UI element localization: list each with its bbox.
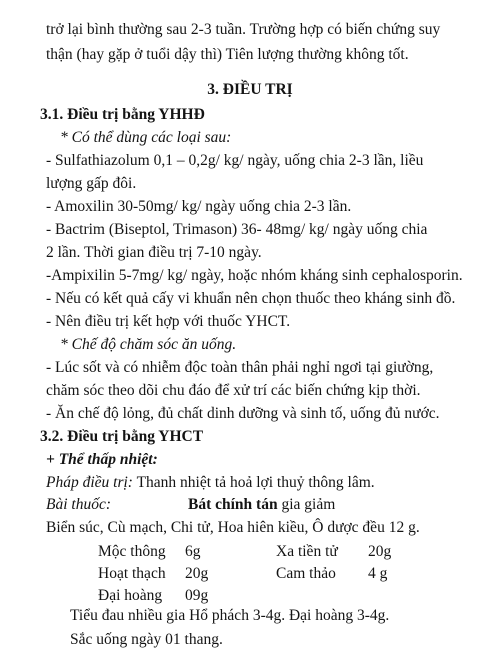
paragraph-line: - Amoxilin 30-50mg/ kg/ ngày uống chia 2-3 lần. (46, 198, 352, 215)
paragraph-line: chăm sóc theo dõi chu đáo để xử trí các biến chứng kịp thời. (46, 382, 421, 399)
paragraph-line: 2 lần. Thời gian điều trị 7-10 ngày. (46, 244, 262, 261)
subsection-heading: 3.1. Điều trị bằng YHHĐ (40, 106, 205, 123)
herb-name: Xa tiền tử (276, 543, 338, 560)
paragraph-line: - Nên điều trị kết hợp với thuốc YHCT. (46, 313, 291, 330)
note-line: * Có thể dùng các loại sau: (60, 129, 232, 146)
section-heading: 3. ĐIỀU TRỊ (207, 81, 293, 98)
herb-dose: 09g (185, 587, 209, 604)
herb-name: Đại hoàng (98, 587, 163, 604)
paragraph-line: - Bactrim (Biseptol, Trimason) 36- 48mg/ kg/ ngày uống chia (46, 221, 428, 238)
herb-dose: 6g (185, 543, 201, 560)
herb-dose: 20g (185, 565, 209, 582)
paragraph-line: - Ăn chế độ lỏng, đủ chất dinh dưỡng và sinh tố, uống đủ nước. (46, 405, 440, 422)
paragraph-line: Sắc uống ngày 01 thang. (70, 631, 223, 648)
prescription-name: Bát chính tán (188, 496, 278, 513)
note-line: * Chế độ chăm sóc ăn uống. (60, 336, 237, 353)
paragraph-line: Tiểu đau nhiều gia Hổ phách 3-4g. Đại hoàng 3-4g. (70, 607, 390, 624)
prescription-label: Bài thuốc: (46, 496, 111, 513)
herb-dose: 4 g (368, 565, 388, 582)
prescription-line (46, 497, 335, 513)
paragraph-line: - Sulfathiazolum 0,1 – 0,2g/ kg/ ngày, uống chia 2-3 lần, liều (46, 152, 424, 169)
paragraph-line: - Nếu có kết quả cấy vi khuẩn nên chọn thuốc theo kháng sinh đồ. (46, 290, 456, 307)
form-heading: + Thể thấp nhiệt: (46, 451, 158, 468)
prescription-suffix: gia giảm (277, 496, 336, 513)
paragraph-line: trở lại bình thường sau 2-3 tuần. Trường hợp có biến chứng suy (46, 21, 441, 38)
paragraph-line: -Ampixilin 5-7mg/ kg/ ngày, hoặc nhóm kháng sinh cephalosporin. (46, 267, 463, 284)
herb-list-line: Biển súc, Cù mạch, Chi tử, Hoa hiên kiều, Ô dược đều 12 g. (46, 519, 420, 536)
herb-name: Mộc thông (98, 543, 166, 560)
herb-name: Cam thảo (276, 565, 336, 582)
paragraph-line: thận (hay gặp ở tuổi dậy thì) Tiên lượng thường không tốt. (46, 46, 409, 63)
method-text: Thanh nhiệt tả hoả lợi thuỷ thông lâm. (132, 474, 375, 491)
herb-name: Hoạt thạch (98, 565, 166, 582)
paragraph-line: - Lúc sốt và có nhiễm độc toàn thân phải nghỉ ngơi tại giường, (46, 359, 434, 376)
method-line (46, 475, 375, 491)
subsection-heading: 3.2. Điều trị bằng YHCT (40, 428, 204, 445)
method-label: Pháp điều trị: (46, 474, 133, 491)
paragraph-line: lượng gấp đôi. (46, 175, 137, 192)
herb-dose: 20g (368, 543, 392, 560)
